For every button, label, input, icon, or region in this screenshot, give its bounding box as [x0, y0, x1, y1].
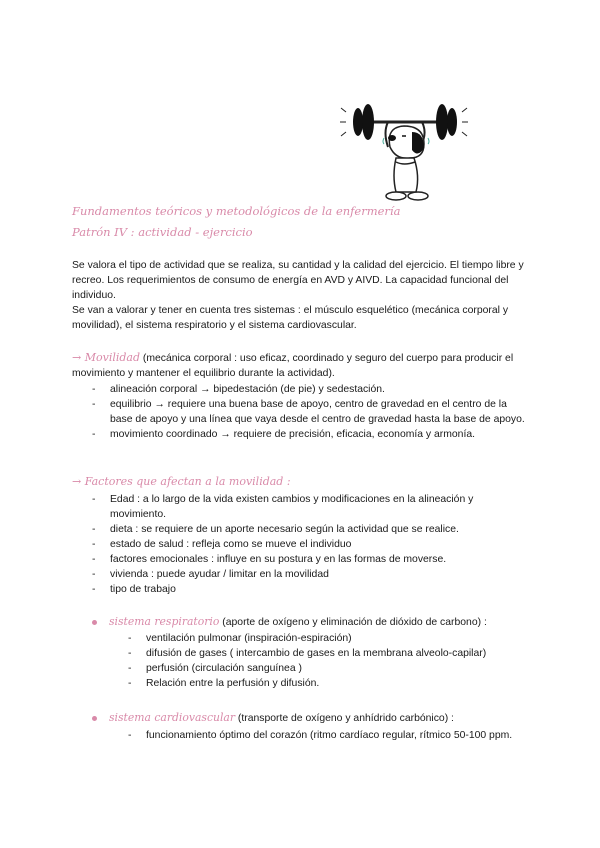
- list-item: - difusión de gases ( intercambio de gases en la membrana alveolo-capilar): [128, 646, 538, 661]
- list-item: - Relación entre la perfusión y difusión.: [128, 676, 538, 691]
- intro-block: [72, 258, 532, 333]
- factores-section-heading: [72, 474, 542, 490]
- respiratorio-list: [128, 631, 538, 691]
- list-item: - dieta : se requiere de un aporte necesario según la actividad que se realice.: [92, 522, 532, 537]
- cardiovascular-heading: sistema cardiovascular: [109, 711, 236, 724]
- movilidad-list: [92, 382, 532, 442]
- list-item: - movimiento coordinado → requiere de precisión, eficacia, economía y armonía.: [92, 427, 532, 442]
- cardiovascular-section-heading: [92, 710, 542, 726]
- intro-paragraph-1: Se valora el tipo de actividad que se realiza, su cantidad y la calidad del ejercicio. El tiempo libre y recreo. Los requerimientos de consumo de energía en AVD y AIVD. La capacidad funcional del individuo.: [72, 260, 524, 301]
- list-item: - Edad : a lo largo de la vida existen cambios y modificaciones en la alineación y movimiento.: [92, 492, 532, 522]
- list-item: - perfusión (circulación sanguínea ): [128, 661, 538, 676]
- document-subtitle: Patrón IV : actividad - ejercicio: [72, 225, 253, 239]
- list-item: - equilibrio → requiere una buena base de apoyo, centro de gravedad en el centro de la base de apoyo y una línea que vaya desde el centro de gravedad hasta la base de apoyo.: [92, 397, 532, 427]
- list-item: - tipo de trabajo: [92, 582, 532, 597]
- bullet-dot-icon: [92, 620, 97, 625]
- list-item: - alineación corporal → bipedestación (de pie) y sedestación.: [92, 382, 532, 397]
- factores-list: [92, 492, 532, 597]
- list-item: - funcionamiento óptimo del corazón (ritmo cardíaco regular, rítmico 50-100 ppm.: [128, 728, 518, 743]
- factores-heading: → Factores que afectan a la movilidad :: [72, 475, 291, 488]
- bullet-dot-icon: [92, 716, 97, 721]
- list-item: - estado de salud : refleja como se mueve el individuo: [92, 537, 532, 552]
- cardiovascular-description: (transporte de oxígeno y anhídrido carbónico) :: [235, 713, 454, 724]
- respiratorio-heading: sistema respiratorio: [109, 615, 220, 628]
- list-item: - ventilación pulmonar (inspiración-espiración): [128, 631, 538, 646]
- cardiovascular-list: [128, 728, 518, 743]
- list-item: - factores emocionales : influye en su postura y en las formas de moverse.: [92, 552, 532, 567]
- snoopy-weightlifting-illustration: [338, 92, 470, 204]
- list-item: - vivienda : puede ayudar / limitar en la movilidad: [92, 567, 532, 582]
- movilidad-description: (mecánica corporal : uso eficaz, coordinado y seguro del cuerpo para producir el movimiento y mantener el equilibrio durante la actividad).: [72, 353, 514, 379]
- respiratorio-section-heading: [92, 614, 542, 630]
- movilidad-heading: → Movilidad: [72, 351, 141, 364]
- document-title: Fundamentos teóricos y metodológicos de la enfermería: [72, 204, 401, 218]
- respiratorio-description: (aporte de oxígeno y eliminación de dióxido de carbono) :: [219, 617, 487, 628]
- intro-paragraph-2: Se van a valorar y tener en cuenta tres sistemas : el músculo esquelético (mecánica corporal y movilidad), el sistema respiratorio y el sistema cardiovascular.: [72, 305, 509, 331]
- movilidad-section-heading: [72, 350, 542, 381]
